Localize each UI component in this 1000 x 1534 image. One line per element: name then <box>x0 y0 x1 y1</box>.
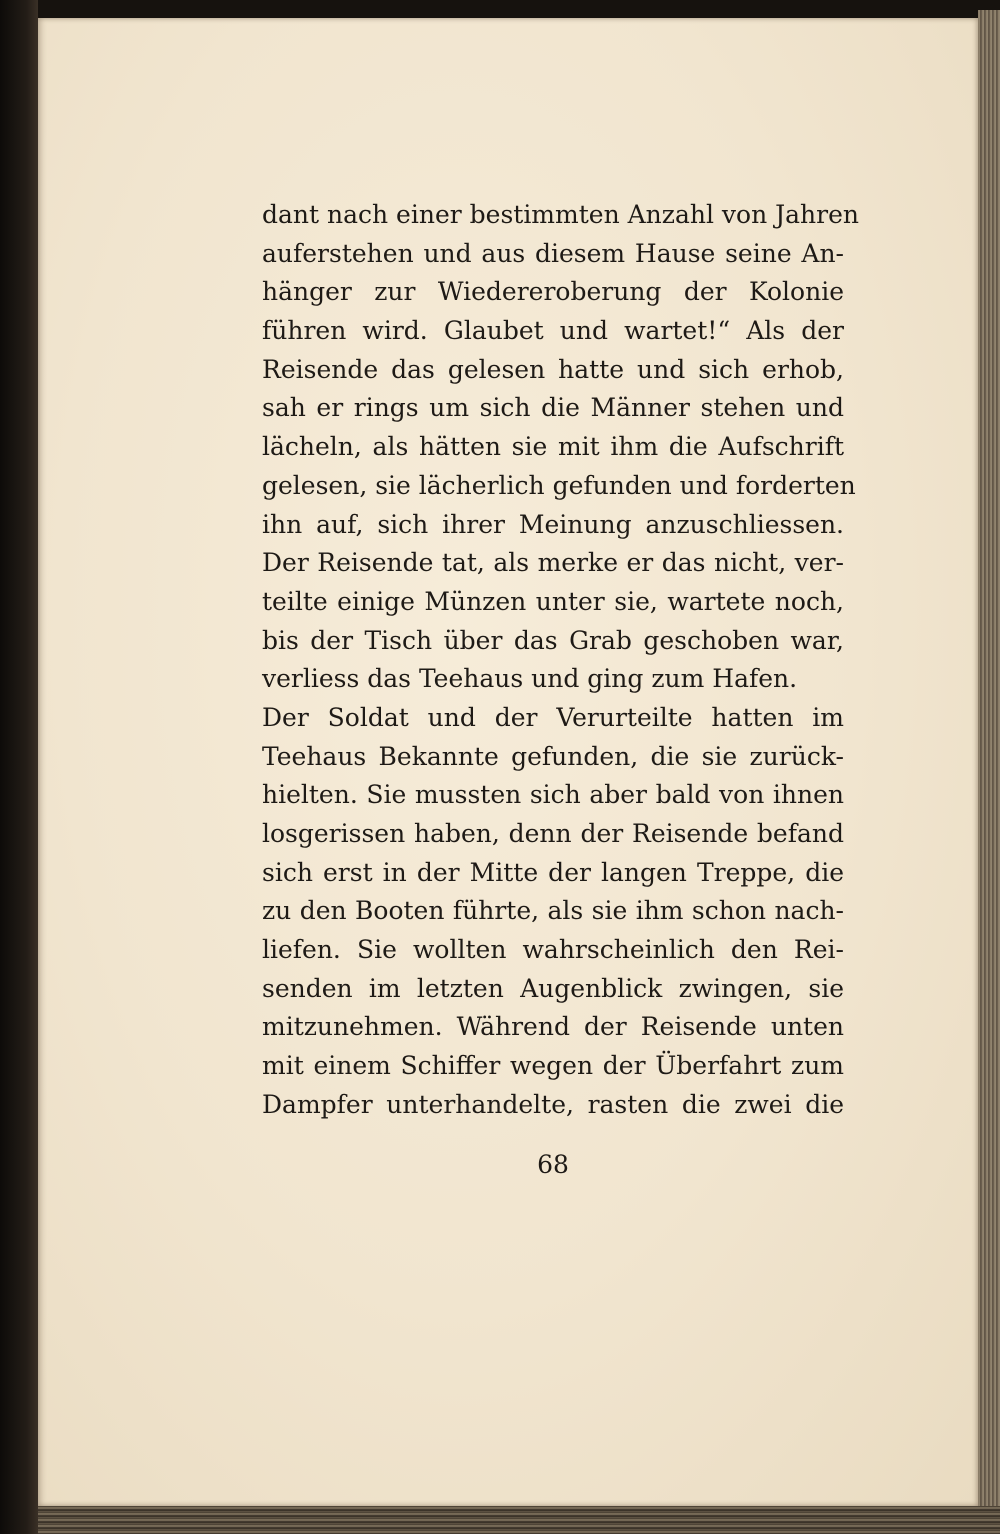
text-line: dant nach einer bestimmten Anzahl von Jahren <box>262 200 859 229</box>
text-line: hielten. Sie mussten sich aber bald von ihnen <box>262 780 844 810</box>
text-line: auferstehen und aus diesem Hause seine An- <box>262 238 844 268</box>
text-line: führen wird. Glaubet und wartet!“ Als der <box>262 316 844 346</box>
text-line: bis der Tisch über das Grab geschoben war, <box>262 625 844 655</box>
page-stack-edge-right <box>978 10 1000 1520</box>
text-line: liefen. Sie wollten wahrscheinlich den Rei- <box>262 935 844 965</box>
text-line: teilte einige Münzen unter sie, wartete noch, <box>262 586 844 616</box>
text-line: Der Soldat und der Verurteilte hatten im <box>262 702 844 732</box>
text-line: losgerissen haben, denn der Reisende befand <box>262 819 844 848</box>
text-line: sah er rings um sich die Männer stehen und <box>262 393 844 423</box>
text-line: hänger zur Wiedereroberung der Kolonie <box>262 277 844 307</box>
text-line: verliess das Teehaus und ging zum Hafen. <box>262 664 798 694</box>
text-line: Dampfer unterhandelte, rasten die zwei die <box>262 1089 844 1119</box>
text-line: ihn auf, sich ihrer Meinung anzuschliessen. <box>262 509 844 539</box>
text-line: mitzunehmen. Während der Reisende unten <box>262 1012 844 1042</box>
text-line: lächeln, als hätten sie mit ihm die Aufschrift <box>262 432 844 462</box>
text-line: zu den Booten führte, als sie ihm schon nach- <box>262 896 844 926</box>
text-line: Reisende das gelesen hatte und sich erhob, <box>262 354 844 384</box>
page-stack-edge-bottom <box>38 1506 1000 1534</box>
text-line: Der Reisende tat, als merke er das nicht, ver- <box>262 548 844 578</box>
text-line: Teehaus Bekannte gefunden, die sie zurück- <box>262 741 844 771</box>
text-line: mit einem Schiffer wegen der Überfahrt zum <box>262 1051 844 1081</box>
page-number: 68 <box>537 1150 569 1179</box>
body-text <box>262 196 859 1125</box>
text-line: senden im letzten Augenblick zwingen, sie <box>262 973 844 1003</box>
binding-edge <box>0 0 38 1534</box>
text-line: sich erst in der Mitte der langen Treppe, die <box>262 857 844 887</box>
text-line: gelesen, sie lächerlich gefunden und forderten <box>262 470 856 500</box>
